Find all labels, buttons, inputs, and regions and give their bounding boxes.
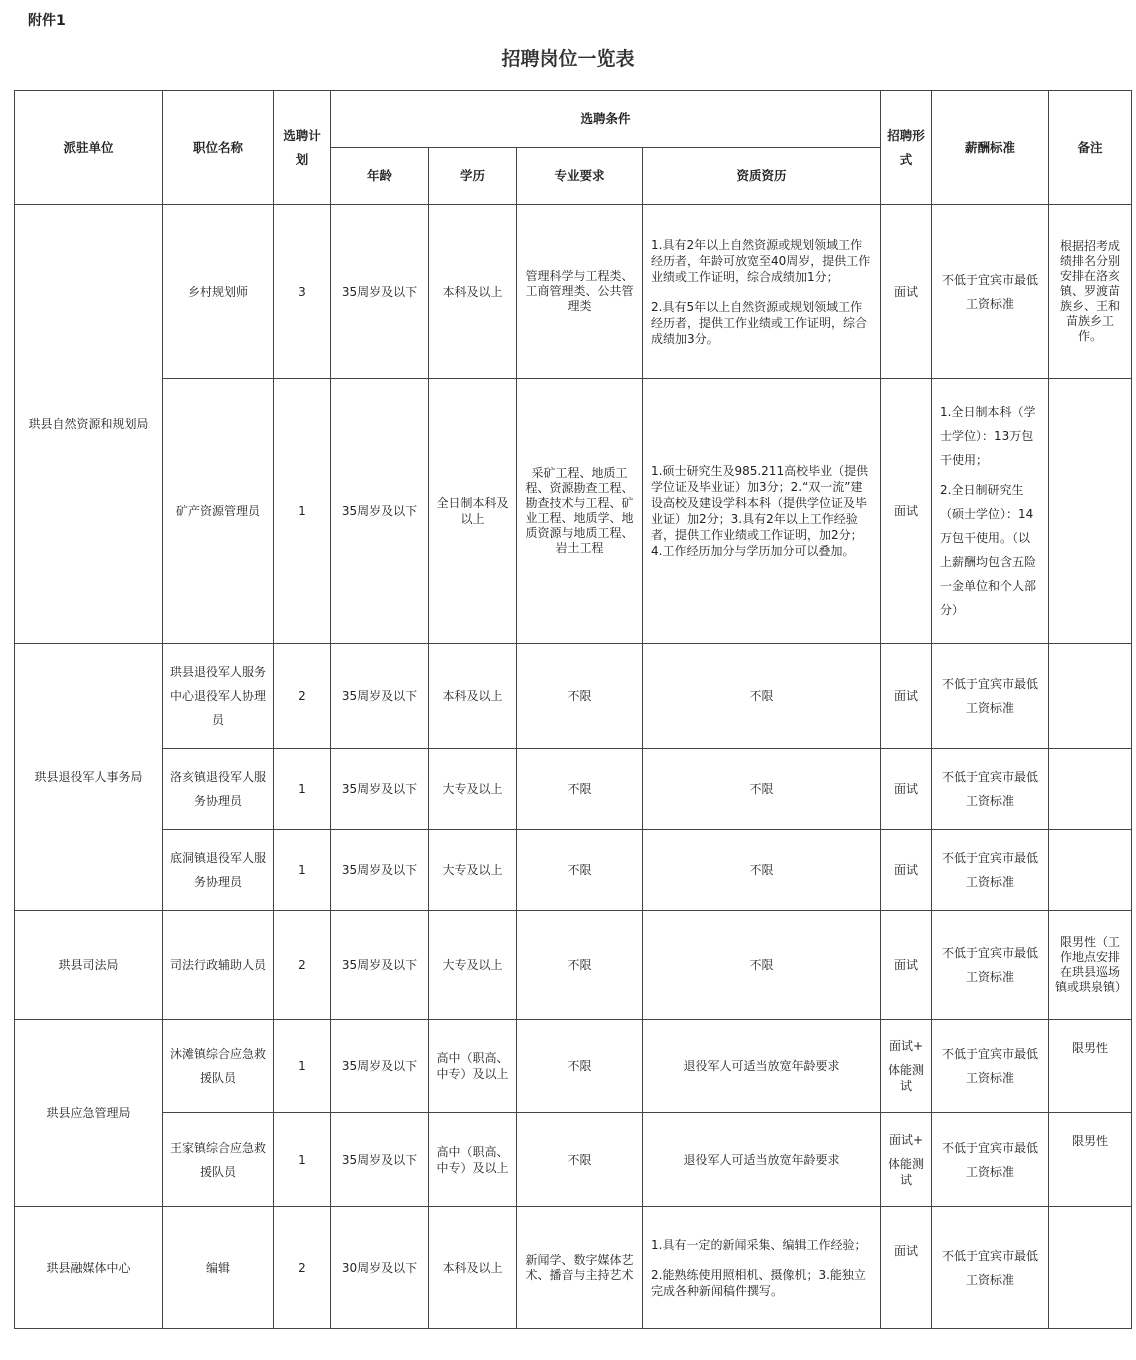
plan-cell: 1 bbox=[274, 830, 331, 911]
age-cell: 35周岁及以下 bbox=[331, 379, 429, 644]
qualification-item: 1.具有2年以上自然资源或规划领域工作经历者，年龄可放宽至40周岁，提供工作业绩或工作证明，综合成绩加1分； bbox=[651, 237, 871, 284]
salary-cell: 不低于宜宾市最低工资标准 bbox=[932, 1020, 1049, 1113]
major-cell: 不限 bbox=[517, 749, 643, 830]
salary-cell: 不低于宜宾市最低工资标准 bbox=[932, 749, 1049, 830]
education-cell: 本科及以上 bbox=[429, 644, 517, 749]
header-age: 年龄 bbox=[331, 148, 429, 205]
remark-cell: 限男性 bbox=[1049, 1020, 1132, 1113]
education-cell: 本科及以上 bbox=[429, 205, 517, 379]
remark-cell bbox=[1049, 1207, 1132, 1329]
education-cell: 全日制本科及以上 bbox=[429, 379, 517, 644]
header-major: 专业要求 bbox=[517, 148, 643, 205]
remark-cell bbox=[1049, 749, 1132, 830]
qualification-cell: 不限 bbox=[643, 749, 881, 830]
header-remark: 备注 bbox=[1049, 91, 1132, 205]
salary-cell bbox=[932, 379, 1049, 644]
salary-item: 1.全日制本科（学士学位）：13万包干使用； bbox=[940, 405, 1036, 467]
qualification-cell: 退役军人可适当放宽年龄要求 bbox=[643, 1113, 881, 1207]
education-cell: 大专及以上 bbox=[429, 911, 517, 1020]
remark-cell: 限男性（工作地点安排在珙县巡场镇或珙泉镇） bbox=[1049, 911, 1132, 1020]
unit-cell: 珙县应急管理局 bbox=[15, 1020, 163, 1207]
education-cell: 高中（职高、中专）及以上 bbox=[429, 1113, 517, 1207]
table-row bbox=[15, 379, 1132, 644]
form-cell bbox=[881, 1020, 932, 1113]
form-cell: 面试 bbox=[881, 205, 932, 379]
age-cell: 35周岁及以下 bbox=[331, 1020, 429, 1113]
table-row bbox=[15, 911, 1132, 1020]
table-row bbox=[15, 644, 1132, 749]
qualification-cell bbox=[643, 205, 881, 379]
form-line: 面试+ bbox=[888, 1132, 924, 1147]
table-row bbox=[15, 830, 1132, 911]
table-row bbox=[15, 1020, 1132, 1113]
header-unit: 派驻单位 bbox=[15, 91, 163, 205]
salary-item: 2.全日制研究生（硕士学位）：14万包干使用。（以上薪酬均包含五险一金单位和个人部分） bbox=[940, 483, 1037, 617]
qualification-item: 1.硕士研究生及985.211高校毕业（提供学位证及毕业证）加3分；2.“双一流”建设高校及建设学科本科（提供学位证及毕业证）加2分；3.具有2年以上工作经验者，提供工作业绩或工作证明，加2分；4.工作经历加分与学历加分可以叠加。 bbox=[651, 464, 869, 558]
age-cell: 35周岁及以下 bbox=[331, 644, 429, 749]
major-cell: 管理科学与工程类、工商管理类、公共管理类 bbox=[517, 205, 643, 379]
header-position: 职位名称 bbox=[163, 91, 274, 205]
plan-cell: 3 bbox=[274, 205, 331, 379]
header-salary: 薪酬标准 bbox=[932, 91, 1049, 205]
qualification-cell: 不限 bbox=[643, 830, 881, 911]
qualification-item: 2.能熟练使用照相机、摄像机；3.能独立完成各种新闻稿件撰写。 bbox=[651, 1267, 866, 1298]
table-row bbox=[15, 1207, 1132, 1329]
qualification-item: 1.具有一定的新闻采集、编辑工作经验； bbox=[651, 1237, 867, 1252]
plan-cell: 1 bbox=[274, 749, 331, 830]
position-cell: 编辑 bbox=[163, 1207, 274, 1329]
unit-cell: 珙县融媒体中心 bbox=[15, 1207, 163, 1329]
form-line: 体能测试 bbox=[888, 1063, 925, 1093]
position-cell: 乡村规划师 bbox=[163, 205, 274, 379]
remark-cell: 限男性 bbox=[1049, 1113, 1132, 1207]
remark-cell bbox=[1049, 379, 1132, 644]
remark-cell bbox=[1049, 830, 1132, 911]
plan-cell: 1 bbox=[274, 1113, 331, 1207]
salary-cell: 不低于宜宾市最低工资标准 bbox=[932, 644, 1049, 749]
table-row bbox=[15, 749, 1132, 830]
form-cell: 面试 bbox=[881, 644, 932, 749]
salary-cell: 不低于宜宾市最低工资标准 bbox=[932, 830, 1049, 911]
qualification-cell: 不限 bbox=[643, 911, 881, 1020]
major-cell: 不限 bbox=[517, 644, 643, 749]
age-cell: 35周岁及以下 bbox=[331, 830, 429, 911]
form-line: 面试+ bbox=[888, 1039, 924, 1053]
salary-cell: 不低于宜宾市最低工资标准 bbox=[932, 1207, 1049, 1329]
form-line: 体能测试 bbox=[888, 1156, 925, 1187]
position-cell: 底洞镇退役军人服务协理员 bbox=[163, 830, 274, 911]
unit-cell: 珙县自然资源和规划局 bbox=[15, 205, 163, 644]
remark-cell: 根据招考成绩排名分别安排在洛亥镇、罗渡苗族乡、王和苗族乡工作。 bbox=[1049, 205, 1132, 379]
education-cell: 本科及以上 bbox=[429, 1207, 517, 1329]
recruitment-table bbox=[14, 90, 1132, 1329]
attachment-label: 附件1 bbox=[28, 13, 66, 29]
header-qualification: 资质资历 bbox=[643, 148, 881, 205]
plan-cell: 1 bbox=[274, 1020, 331, 1113]
unit-cell: 珙县退役军人事务局 bbox=[15, 644, 163, 911]
header-row bbox=[15, 91, 1132, 148]
form-cell: 面试 bbox=[881, 379, 932, 644]
major-cell: 不限 bbox=[517, 830, 643, 911]
position-cell: 矿产资源管理员 bbox=[163, 379, 274, 644]
qualification-cell: 不限 bbox=[643, 644, 881, 749]
age-cell: 35周岁及以下 bbox=[331, 205, 429, 379]
form-cell: 面试 bbox=[881, 911, 932, 1020]
qualification-item: 2.具有5年以上自然资源或规划领域工作经历者，提供工作业绩或工作证明，综合成绩加3分。 bbox=[651, 299, 868, 346]
major-cell: 不限 bbox=[517, 911, 643, 1020]
education-cell: 大专及以上 bbox=[429, 749, 517, 830]
major-cell: 新闻学、数字媒体艺术、播音与主持艺术 bbox=[517, 1207, 643, 1329]
position-cell: 洛亥镇退役军人服务协理员 bbox=[163, 749, 274, 830]
age-cell: 35周岁及以下 bbox=[331, 911, 429, 1020]
table-row bbox=[15, 205, 1132, 379]
form-cell bbox=[881, 1113, 932, 1207]
form-cell: 面试 bbox=[881, 830, 932, 911]
unit-cell: 珙县司法局 bbox=[15, 911, 163, 1020]
age-cell: 35周岁及以下 bbox=[331, 749, 429, 830]
page-title: 招聘岗位一览表 bbox=[501, 48, 635, 70]
salary-cell: 不低于宜宾市最低工资标准 bbox=[932, 911, 1049, 1020]
header-conditions: 选聘条件 bbox=[331, 91, 881, 148]
position-cell: 司法行政辅助人员 bbox=[163, 911, 274, 1020]
position-cell: 王家镇综合应急救援队员 bbox=[163, 1113, 274, 1207]
position-cell: 沐滩镇综合应急救援队员 bbox=[163, 1020, 274, 1113]
header-education: 学历 bbox=[429, 148, 517, 205]
plan-cell: 2 bbox=[274, 911, 331, 1020]
age-cell: 35周岁及以下 bbox=[331, 1113, 429, 1207]
qualification-cell bbox=[643, 379, 881, 644]
header-form: 招聘形式 bbox=[881, 91, 932, 205]
education-cell: 大专及以上 bbox=[429, 830, 517, 911]
salary-cell: 不低于宜宾市最低工资标准 bbox=[932, 1113, 1049, 1207]
form-cell: 面试 bbox=[881, 1207, 932, 1329]
education-cell: 高中（职高、中专）及以上 bbox=[429, 1020, 517, 1113]
plan-cell: 2 bbox=[274, 644, 331, 749]
plan-cell: 1 bbox=[274, 379, 331, 644]
header-plan: 选聘计划 bbox=[274, 91, 331, 205]
major-cell: 不限 bbox=[517, 1020, 643, 1113]
plan-cell: 2 bbox=[274, 1207, 331, 1329]
qualification-cell bbox=[643, 1207, 881, 1329]
major-cell: 采矿工程、地质工程、资源勘查工程、勘查技术与工程、矿业工程、地质学、地质资源与地质工程、岩土工程 bbox=[517, 379, 643, 644]
qualification-cell: 退役军人可适当放宽年龄要求 bbox=[643, 1020, 881, 1113]
salary-cell: 不低于宜宾市最低工资标准 bbox=[932, 205, 1049, 379]
remark-cell bbox=[1049, 644, 1132, 749]
position-cell: 珙县退役军人服务中心退役军人协理员 bbox=[163, 644, 274, 749]
form-cell: 面试 bbox=[881, 749, 932, 830]
age-cell: 30周岁及以下 bbox=[331, 1207, 429, 1329]
major-cell: 不限 bbox=[517, 1113, 643, 1207]
table-row bbox=[15, 1113, 1132, 1207]
